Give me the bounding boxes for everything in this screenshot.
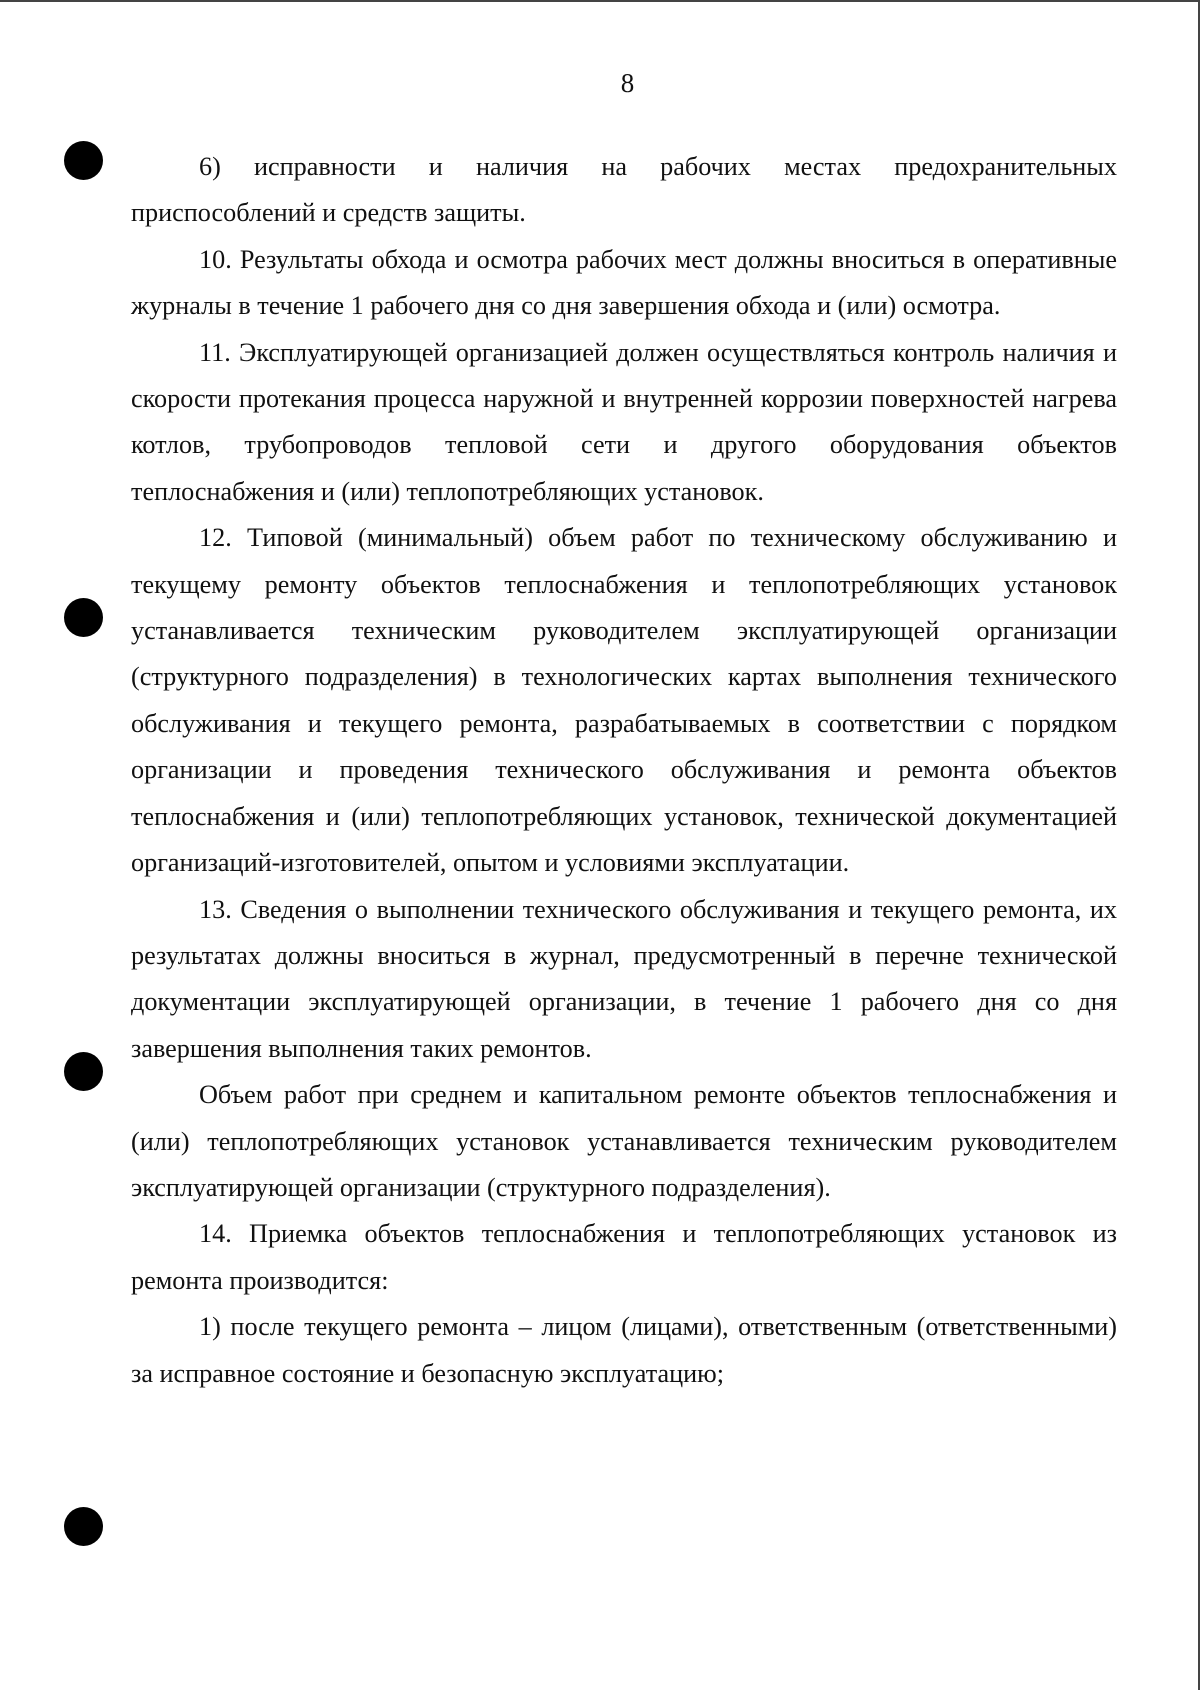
- page-border-top: [0, 0, 1200, 2]
- paragraph-14: 14. Приемка объектов теплоснабжения и теплопотребляющих установок из ремонта производится:: [131, 1219, 1117, 1295]
- paragraph-10: 10. Результаты обхода и осмотра рабочих мест должны вноситься в оперативные журналы в течение 1 рабочего дня со дня завершения обхода и (или) осмотра.: [131, 244, 1117, 321]
- punch-hole-3: [64, 1052, 103, 1091]
- paragraph-item-6: 6) исправности и наличия на рабочих местах предохранительных приспособлений и средств защиты.: [131, 152, 1117, 228]
- punch-hole-4: [64, 1507, 103, 1546]
- paragraph-13: 13. Сведения о выполнении технического обслуживания и текущего ремонта, их результатах должны вноситься в журнал, предусмотренный в перечне технической документации эксплуатирующей организации, в течение 1 рабочего дня со дня завершения выполнения таких ремонтов.: [131, 894, 1117, 1063]
- paragraph-13-continued: Объем работ при среднем и капитальном ремонте объектов теплоснабжения и (или) теплопотребляющих установок устанавливается техническим руководителем эксплуатирующей организации (структурного подразделения).: [131, 1080, 1117, 1202]
- punch-hole-2: [64, 598, 103, 637]
- paragraph-12: 12. Типовой (минимальный) объем работ по техническому обслуживанию и текущему ремонту объектов теплоснабжения и теплопотребляющих установок устанавливается техническим руководителем эксплуатирующей организации (структурного подразделения) в технологических картах выполнения технического обслуживания и текущего ремонта, разрабатываемых в соответствии с порядком организации и проведения технического обслуживания и ремонта объектов теплоснабжения и (или) теплопотребляющих установок, технической документацией организаций-изготовителей, опытом и условиями эксплуатации.: [131, 523, 1117, 878]
- page-number: 8: [620, 68, 635, 98]
- punch-hole-1: [64, 141, 103, 180]
- document-body: [131, 144, 1117, 1397]
- paragraph-11: 11. Эксплуатирующей организацией должен осуществляться контроль наличия и скорости протекания процесса наружной и внутренней коррозии поверхностей нагрева котлов, трубопроводов тепловой сети и другого оборудования объектов теплоснабжения и (или) теплопотребляющих установок.: [131, 337, 1117, 506]
- paragraph-14-item-1: 1) после текущего ремонта – лицом (лицами), ответственным (ответственными) за исправное состояние и безопасную эксплуатацию;: [131, 1312, 1117, 1388]
